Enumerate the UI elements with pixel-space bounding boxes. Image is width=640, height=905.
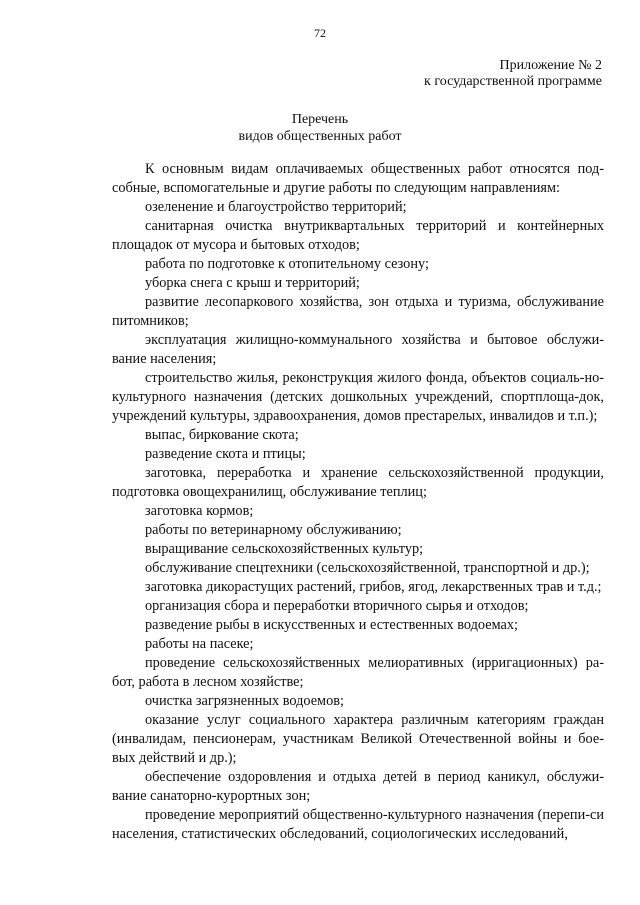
list-item: строительство жилья, реконструкция жилого фонда, объектов социаль-но-культурного назначения (детских дошкольных учреждений, спортплоща-док, учреждений культуры, здравоохранения, домов престарелых, инвалидов и т.п.); (112, 370, 604, 424)
list-item: работы на пасеке; (145, 636, 254, 652)
page-number: 72 (314, 26, 326, 40)
appendix-subtitle: к государственной программе (424, 74, 602, 89)
list-item: озеленение и благоустройство территорий; (145, 199, 407, 215)
intro-paragraph: К основным видам оплачиваемых общественных работ относятся под-собные, вспомогательные и другие работы по следующим направлениям: (112, 161, 604, 196)
list-item: проведение сельскохозяйственных мелиоративных (ирригационных) ра-бот, работа в лесном хозяйстве; (112, 655, 604, 690)
list-item: разведение скота и птицы; (145, 446, 306, 462)
list-item: работа по подготовке к отопительному сезону; (145, 256, 429, 272)
list-item: заготовка, переработка и хранение сельскохозяйственной продукции, подготовка овощехранилищ, обслуживание теплиц; (112, 465, 604, 500)
list-item: эксплуатация жилищно-коммунального хозяйства и бытовое обслужи-вание населения; (112, 332, 604, 367)
list-item: уборка снега с крыш и территорий; (145, 275, 360, 291)
list-item: заготовка кормов; (145, 503, 254, 519)
list-item: обеспечение оздоровления и отдыха детей в период каникул, обслужи-вание санаторно-курортных зон; (112, 769, 604, 804)
list-item: санитарная очистка внутриквартальных территорий и контейнерных площадок от мусора и бытовых отходов; (112, 218, 604, 253)
list-item: заготовка дикорастущих растений, грибов, ягод, лекарственных трав и т.д.; (145, 579, 602, 595)
list-item: развитие лесопаркового хозяйства, зон отдыха и туризма, обслуживание питомников; (112, 294, 604, 329)
title-line-1: Перечень (291, 112, 349, 127)
title-line-2: видов общественных работ (238, 129, 402, 144)
list-item: выпас, биркование скота; (145, 427, 299, 443)
list-item: оказание услуг социального характера различным категориям граждан (инвалидам, пенсионерам, участникам Великой Отечественной войны и бое-вых действий и др.); (112, 712, 604, 766)
list-item: проведение мероприятий общественно-культурного назначения (перепи-си населения, статистических обследований, социологических исследований, (112, 807, 604, 842)
list-item: очистка загрязненных водоемов; (145, 693, 344, 709)
document-body (112, 160, 604, 844)
list-item: организация сбора и переработки вторичного сырья и отходов; (145, 598, 529, 614)
list-item: выращивание сельскохозяйственных культур; (145, 541, 424, 557)
list-item: работы по ветеринарному обслуживанию; (145, 522, 402, 538)
list-item: разведение рыбы в искусственных и естественных водоемах; (145, 617, 519, 633)
list-item: обслуживание спецтехники (сельскохозяйственной, транспортной и др.); (145, 560, 590, 576)
appendix-header (424, 58, 602, 90)
appendix-title: Приложение № 2 (499, 58, 602, 73)
document-title (0, 111, 640, 145)
